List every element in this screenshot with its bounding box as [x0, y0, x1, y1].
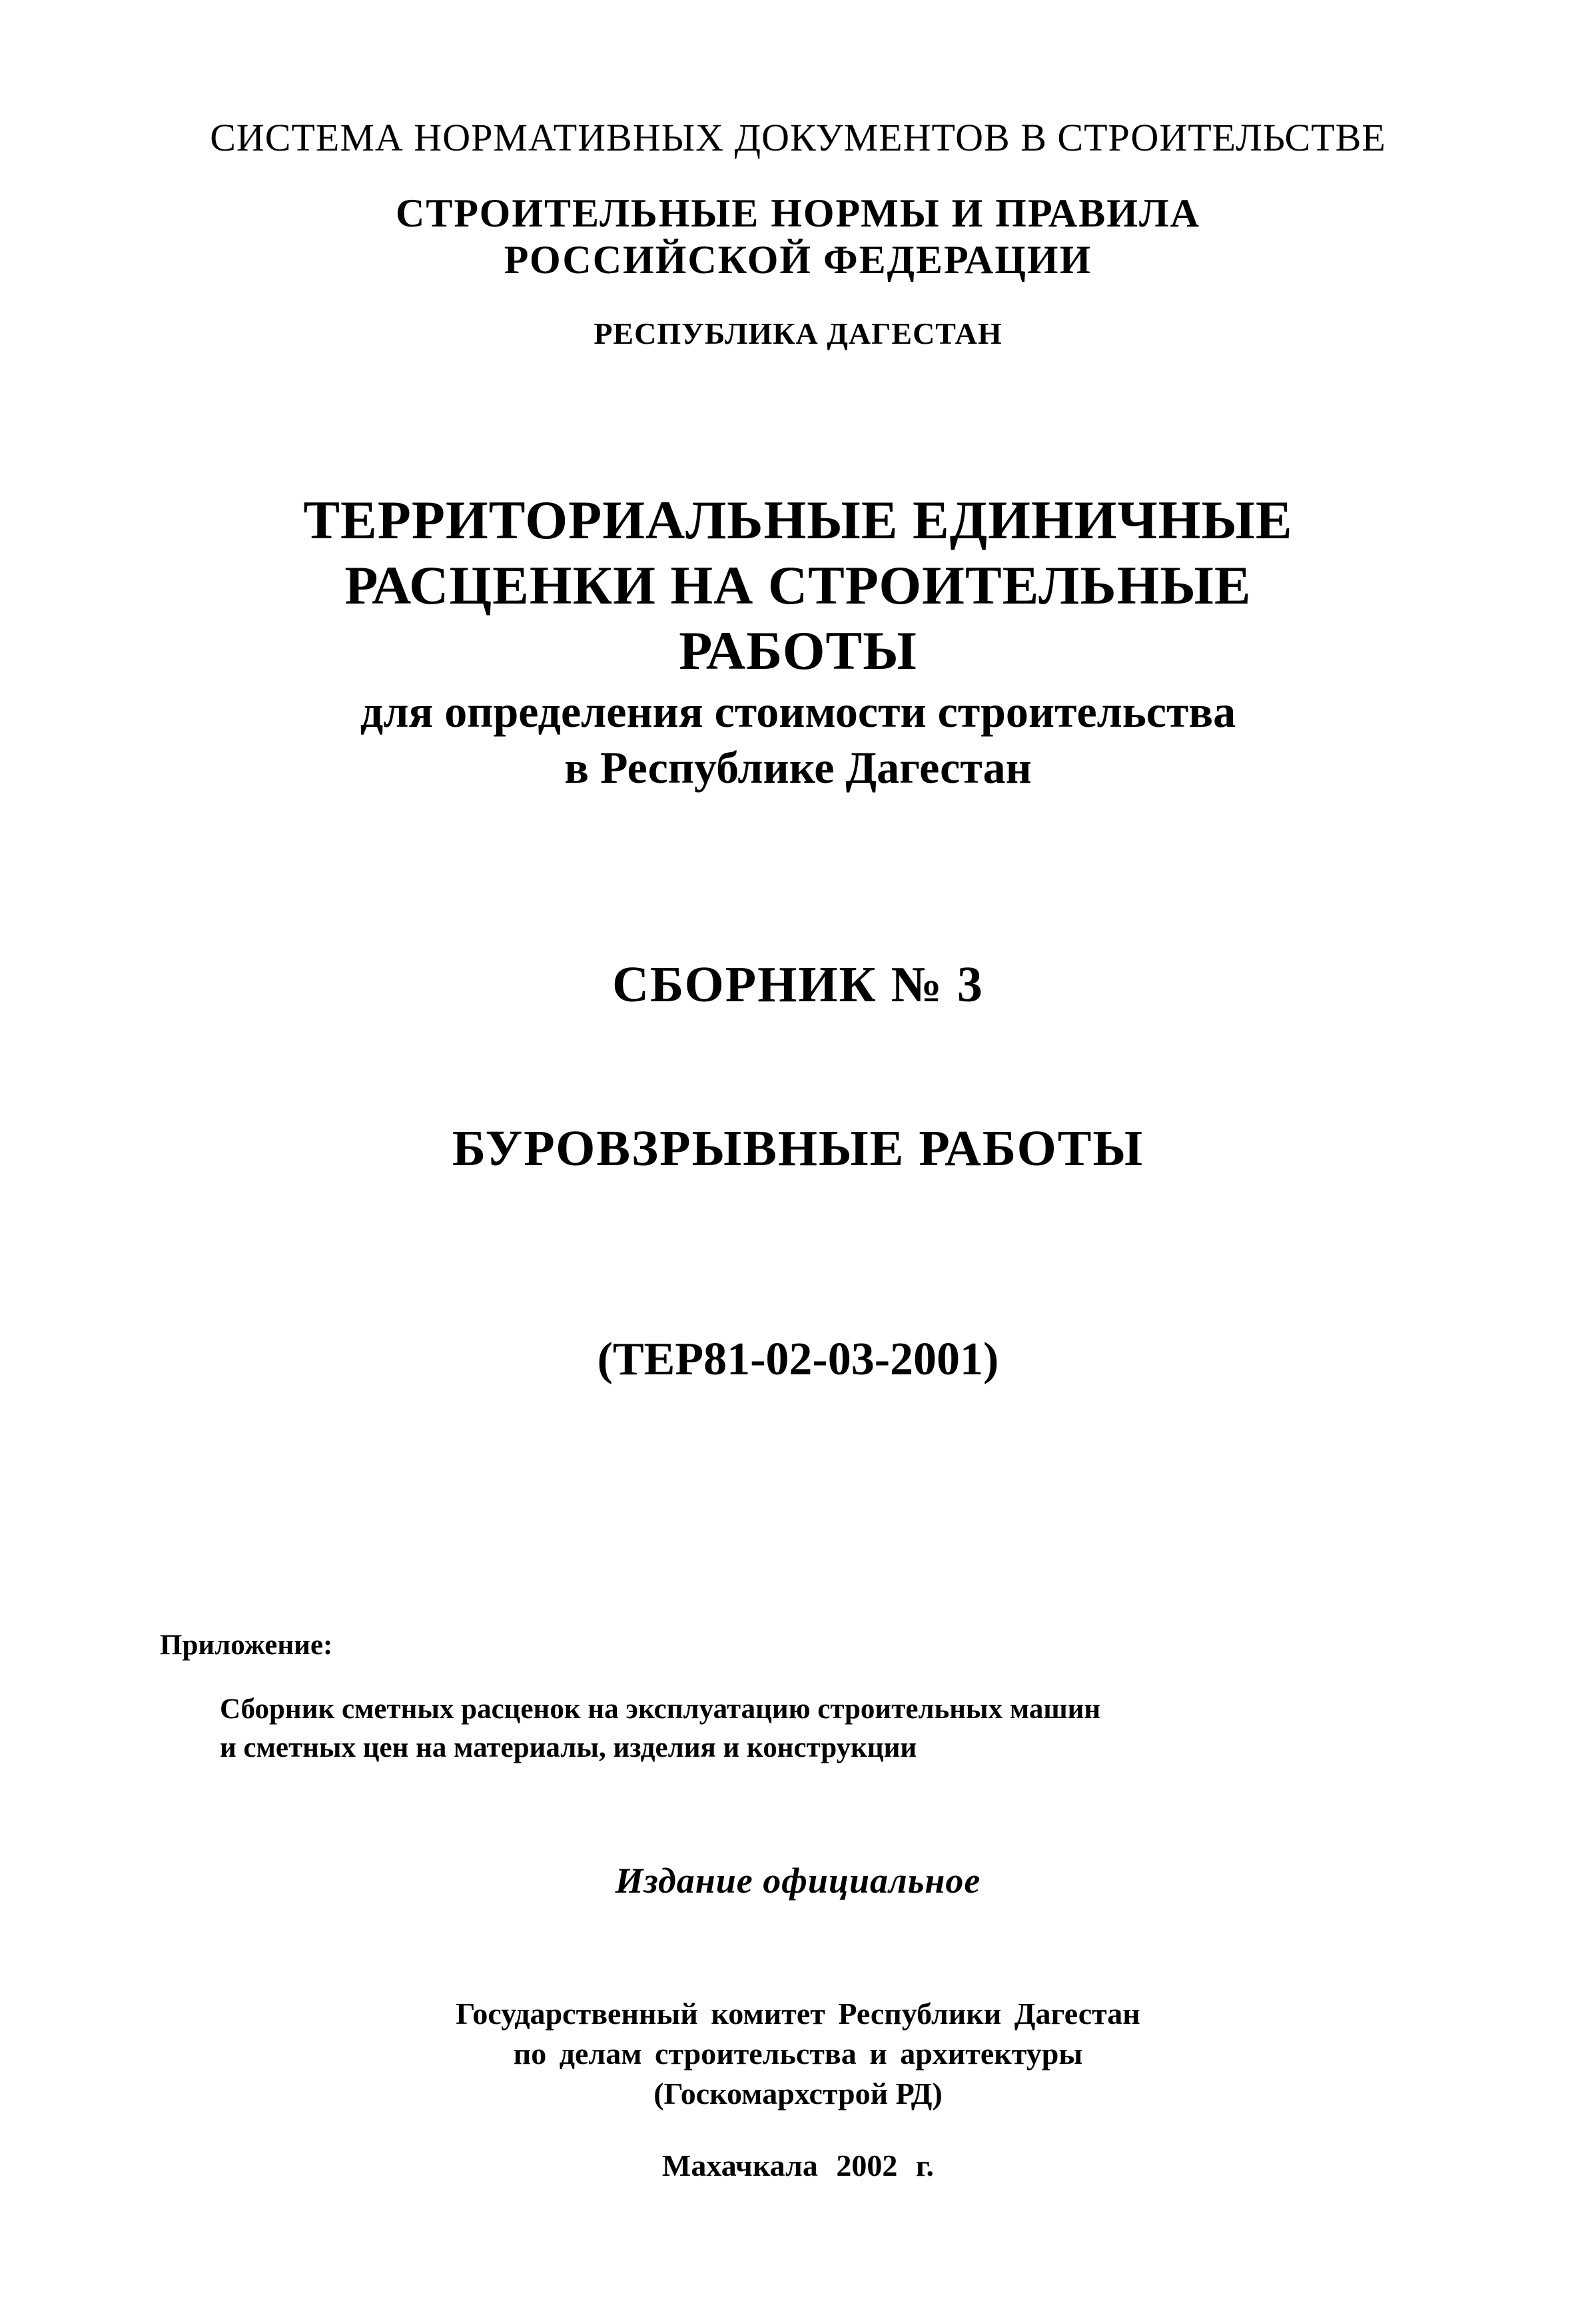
city-and-year: Махачкала 2002 г. — [661, 2148, 935, 2182]
subtitle-line-2: в Республике Дагестан — [564, 742, 1032, 793]
appendix-heading: Приложение: — [160, 1629, 333, 1661]
collection-number: СБОРНИК № 3 — [612, 957, 984, 1013]
republic-heading: РЕСПУБЛИКА ДАГЕСТАН — [594, 316, 1002, 350]
collection-name: БУРОВЗРЫВНЫЕ РАБОТЫ — [452, 1121, 1144, 1176]
publisher-line-1: Государственный комитет Республики Дагестан — [456, 1997, 1140, 2031]
official-edition-label: Издание официальное — [615, 1861, 981, 1901]
publisher-line-2: по делам строительства и архитектуры — [513, 2037, 1083, 2071]
document-system-heading: СИСТЕМА НОРМАТИВНЫХ ДОКУМЕНТОВ В СТРОИТЕЛЬСТВЕ — [210, 116, 1386, 159]
main-title-line-1: ТЕРРИТОРИАЛЬНЫЕ ЕДИНИЧНЫЕ — [303, 490, 1293, 550]
main-title-line-2: РАСЦЕНКИ НА СТРОИТЕЛЬНЫЕ — [344, 555, 1252, 616]
snip-heading-line-2: РОССИЙСКОЙ ФЕДЕРАЦИИ — [504, 238, 1092, 282]
appendix-line-2: и сметных цен на материалы, изделия и конструкции — [220, 1732, 917, 1763]
main-title-line-3: РАБОТЫ — [679, 620, 917, 681]
publisher-line-3: (Госкомархстрой РД) — [653, 2077, 943, 2110]
subtitle-line-1: для определения стоимости строительства — [360, 686, 1236, 737]
appendix-line-1: Сборник сметных расценок на эксплуатацию строительных машин — [220, 1693, 1101, 1725]
document-code: (ТЕР81-02-03-2001) — [597, 1334, 999, 1385]
snip-heading-line-1: СТРОИТЕЛЬНЫЕ НОРМЫ И ПРАВИЛА — [396, 191, 1200, 235]
